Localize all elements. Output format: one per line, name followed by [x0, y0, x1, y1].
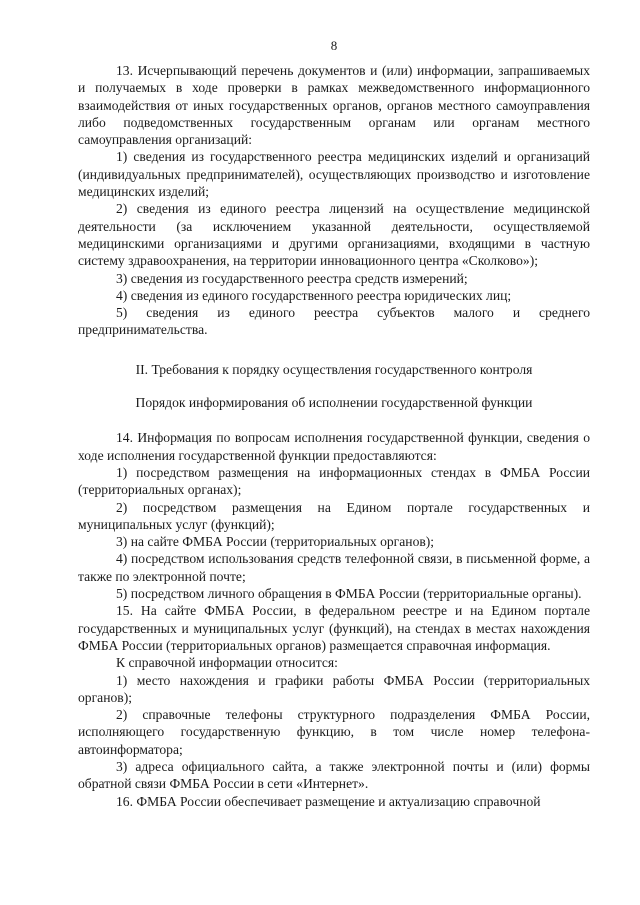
section-14-item-4: 4) посредством использования средств телефонной связи, в письменной форме, а также по электронной почте;: [78, 551, 590, 584]
section-14-item-3: 3) на сайте ФМБА России (территориальных органов);: [116, 534, 435, 550]
section-15-intro: 15. На сайте ФМБА России, в федеральном реестре и на Едином портале государственных и муниципальных услуг (функций), на стендах в местах нахождения ФМБА России (территориальных органов) размещается справочная информация.: [78, 603, 590, 653]
section-14-item-1: 1) посредством размещения на информационных стендах в ФМБА России (территориальных органах);: [78, 464, 590, 498]
subsection-title: Порядок информирования об исполнении государственной функции: [135, 395, 533, 411]
section-13-intro: 13. Исчерпывающий перечень документов и (или) информации, запрашиваемых и получаемых в ходе проверки в рамках межведомственного информационного взаимодействия от иных государственных органов, органов местного самоуправления либо подведомственных государственным органам или органам местного самоуправления организаций:: [78, 63, 590, 148]
section-16-intro: 16. ФМБА России обеспечивает размещение и актуализацию справочной: [116, 793, 541, 809]
section-14-item-5: 5) посредством личного обращения в ФМБА России (территориальные органы).: [116, 586, 582, 602]
section-15-item-3: 3) адреса официального сайта, а также электронной почты и (или) формы обратной связи ФМБА России в сети «Интернет».: [78, 758, 590, 792]
section-15-item-2: 2) справочные телефоны структурного подразделения ФМБА России, исполняющего государственную функцию, в том числе номер телефона-автоинформатора;: [78, 707, 590, 757]
section-13-item-2: 2) сведения из единого реестра лицензий на осуществление медицинской деятельности (за исключением указанной деятельности, осуществляемой медицинскими организациями и другими организациями, входящими в частную систему здравоохранения, на территории инновационного центра «Сколково»);: [78, 201, 590, 269]
section-15-lead: К справочной информации относится:: [116, 655, 338, 671]
section-14-intro: 14. Информация по вопросам исполнения государственной функции, сведения о ходе исполнения государственной функции предоставляются:: [78, 430, 590, 463]
section-13-item-3: 3) сведения из государственного реестра средств измерений;: [116, 270, 468, 286]
page-number: 8: [330, 38, 338, 53]
section-14-item-2: 2) посредством размещения на Едином портале государственных и муниципальных услуг (функций);: [78, 499, 590, 532]
section-13-item-1: 1) сведения из государственного реестра медицинских изделий и организаций (индивидуальных предпринимателей), осуществляющих производство и изготовление медицинских изделий;: [78, 149, 590, 200]
chapter-title: II. Требования к порядку осуществления государственного контроля: [135, 361, 533, 377]
document-body: [78, 62, 590, 810]
section-13-item-5: 5) сведения из единого реестра субъектов малого и среднего предпринимательства.: [78, 305, 590, 338]
section-15-item-1: 1) место нахождения и графики работы ФМБА России (территориальных органов);: [78, 672, 590, 705]
section-13-item-4: 4) сведения из единого государственного реестра юридических лиц;: [116, 287, 512, 303]
